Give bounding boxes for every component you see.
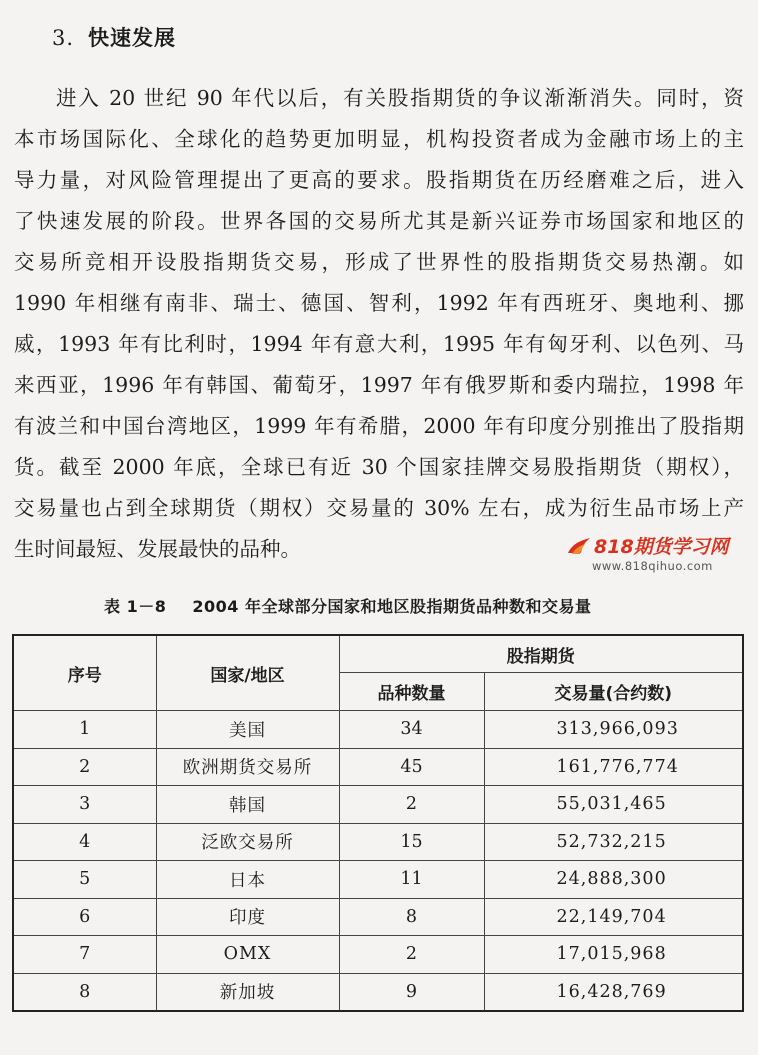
table-row (13, 898, 743, 936)
cell-volume: 52,732,215 (484, 823, 743, 861)
table-caption-title: 2004 年全球部分国家和地区股指期货品种数和交易量 (192, 597, 592, 616)
paragraph-line: 威，1993 年有比利时，1994 年有意大利，1995 年有匈牙利、以色列、马 (14, 332, 744, 356)
header-volume: 交易量(合约数) (484, 673, 743, 711)
cell-volume: 161,776,774 (484, 748, 743, 786)
cell-count: 15 (339, 823, 484, 861)
flame-logo-icon (566, 535, 592, 557)
cell-count: 11 (339, 861, 484, 899)
watermark-brand (566, 532, 746, 559)
watermark-brand-text: 818期货学习网 (594, 536, 729, 558)
cell-volume: 22,149,704 (484, 898, 743, 936)
header-group: 股指期货 (339, 635, 743, 673)
cell-no: 5 (13, 861, 156, 899)
table-row (13, 786, 743, 824)
cell-volume: 17,015,968 (484, 936, 743, 974)
table-caption-label: 表 1－8 (104, 597, 167, 616)
paragraph-line: 来西亚，1996 年有韩国、葡萄牙，1997 年有俄罗斯和委内瑞拉，1998 年 (14, 373, 744, 397)
cell-no: 1 (13, 711, 156, 749)
paragraph-line: 交易量也占到全球期货（期权）交易量的 30% 左右，成为衍生品市场上产 (14, 496, 744, 520)
cell-volume: 313,966,093 (484, 711, 743, 749)
cell-count: 9 (339, 973, 484, 1011)
cell-count: 2 (339, 936, 484, 974)
section-heading (52, 22, 176, 52)
paragraph-line: 1990 年相继有南非、瑞士、德国、智利，1992 年有西班牙、奥地利、挪 (14, 291, 744, 315)
watermark-url: www.818qihuo.com (592, 559, 713, 573)
paragraph-line: 本市场国际化、全球化的趋势更加明显，机构投资者成为金融市场上的主 (14, 127, 744, 151)
header-country: 国家/地区 (156, 635, 339, 711)
table-row (13, 711, 743, 749)
cell-volume: 24,888,300 (484, 861, 743, 899)
cell-no: 7 (13, 936, 156, 974)
cell-no: 2 (13, 748, 156, 786)
cell-volume: 55,031,465 (484, 786, 743, 824)
cell-country: 泛欧交易所 (156, 823, 339, 861)
stats-table-wrapper (12, 634, 742, 1012)
paragraph-line: 进入 20 世纪 90 年代以后，有关股指期货的争议渐渐消失。同时，资 (56, 86, 744, 110)
cell-country: 新加坡 (156, 973, 339, 1011)
section-title: 快速发展 (88, 26, 177, 50)
cell-no: 4 (13, 823, 156, 861)
cell-count: 45 (339, 748, 484, 786)
site-watermark (566, 532, 746, 573)
table-row (13, 936, 743, 974)
paragraph-line: 了快速发展的阶段。世界各国的交易所尤其是新兴证券市场国家和地区的 (14, 209, 744, 233)
cell-volume: 16,428,769 (484, 973, 743, 1011)
cell-no: 8 (13, 973, 156, 1011)
cell-country: 日本 (156, 861, 339, 899)
cell-country: 韩国 (156, 786, 339, 824)
cell-no: 3 (13, 786, 156, 824)
table-row (13, 861, 743, 899)
paragraph-line: 交易所竞相开设股指期货交易，形成了世界性的股指期货交易热潮。如 (14, 250, 744, 274)
table-row (13, 823, 743, 861)
cell-count: 2 (339, 786, 484, 824)
cell-no: 6 (13, 898, 156, 936)
paragraph-line: 货。截至 2000 年底，全球已有近 30 个国家挂牌交易股指期货（期权）， (14, 455, 744, 479)
table-row (13, 748, 743, 786)
header-no: 序号 (13, 635, 156, 711)
body-paragraph (14, 78, 744, 570)
paragraph-line: 导力量，对风险管理提出了更高的要求。股指期货在历经磨难之后，进入 (14, 168, 744, 192)
table-row (13, 973, 743, 1011)
cell-count: 34 (339, 711, 484, 749)
section-number: 3. (52, 26, 75, 50)
cell-country: 欧洲期货交易所 (156, 748, 339, 786)
table-caption (104, 594, 591, 617)
cell-count: 8 (339, 898, 484, 936)
paragraph-line: 生时间最短、发展最快的品种。 (14, 537, 301, 561)
paragraph-line: 有波兰和中国台湾地区，1999 年有希腊，2000 年有印度分别推出了股指期 (14, 414, 744, 438)
header-count: 品种数量 (339, 673, 484, 711)
cell-country: 美国 (156, 711, 339, 749)
cell-country: 印度 (156, 898, 339, 936)
cell-country: OMX (156, 936, 339, 974)
stock-index-futures-table (12, 634, 744, 1012)
